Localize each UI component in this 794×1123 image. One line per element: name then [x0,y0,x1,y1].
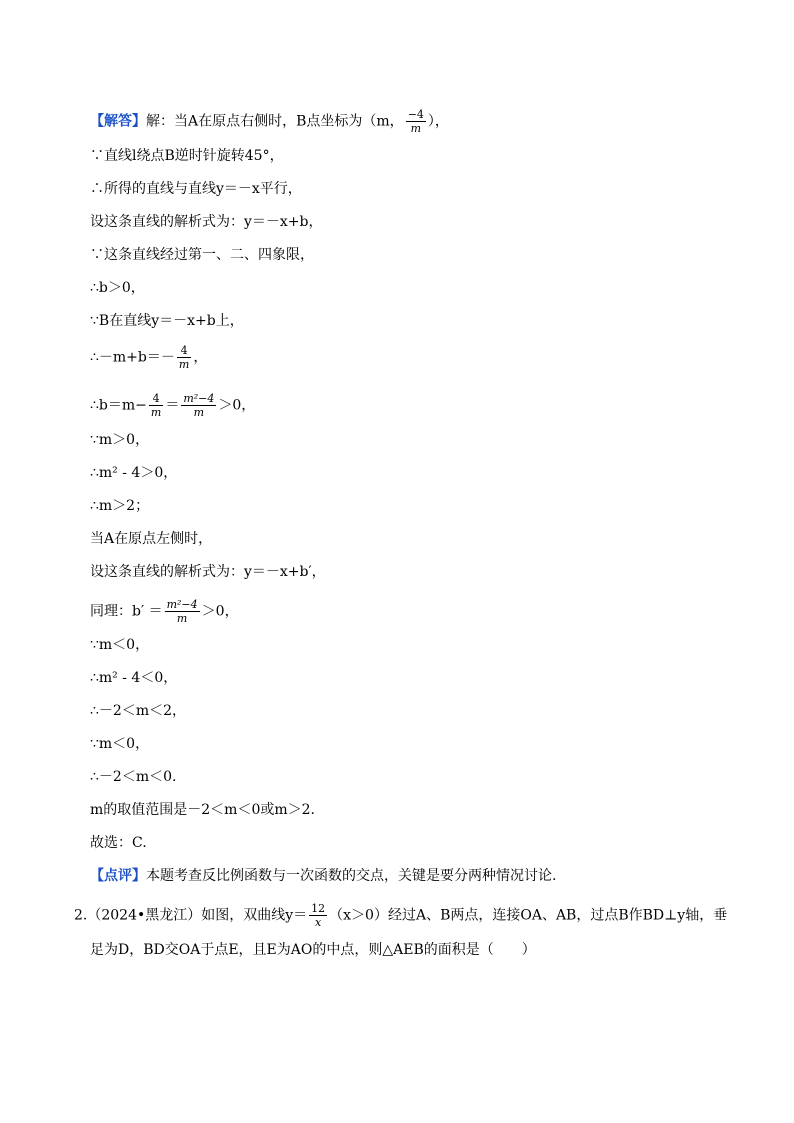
question-2-line-1: 2.（2024•黑龙江）如图，双曲线y＝ $\frac{12}{x}$ （x＞0）经过A、B两点，连接OA、AB，过点B作BD⊥y轴，垂 [74,902,728,929]
solution-line-9: ∴b＝m− $\frac{4}{m}$ ＝ $\frac{\text{m²−4}}{m}$ ＞0， [90,392,256,419]
fraction: $\frac{-4}{m}$ [407,108,424,135]
solution-line-20: ∴－2＜m＜0. [90,769,177,785]
solution-line-1: 【解答】解：当A在原点右侧时，B点坐标为（m， $\frac{-4}{m}$ ）， [90,108,449,135]
solution-line-22: 故选：C. [90,835,147,851]
fraction: $\frac{\text{m²−4}}{m}$ [166,598,198,625]
fraction: $\frac{\text{m²−4}}{m}$ [183,392,215,419]
solution-line-7: ∵B在直线y＝－x+b上， [90,313,244,329]
solution-line-16: ∵m＜0， [90,637,150,653]
solution-line-4: 设这条直线的解析式为：y＝－x+b， [90,214,323,230]
solution-line-14: 设这条直线的解析式为：y＝－x+b′， [90,564,326,580]
solution-line-2: ∵直线l绕点B逆时针旋转45°， [90,148,284,164]
fraction: $\frac{4}{m}$ [178,344,190,371]
fraction: $\frac{12}{x}$ [311,902,326,929]
solution-line-19: ∵m＜0， [90,736,150,752]
solution-line-15: 同理：b′ ＝ $\frac{\text{m²−4}}{m}$ ＞0， [90,598,239,625]
solution-line-13: 当A在原点左侧时， [90,531,213,547]
solution-line-5: ∵这条直线经过第一、二、四象限， [90,247,314,263]
solution-line-12: ∴m＞2； [90,498,150,514]
solution-line-17: ∴m² - 4＜0， [90,670,178,686]
solution-line-8: ∴－m+b＝－ $\frac{4}{m}$ ， [90,344,208,371]
solution-line-11: ∴m² - 4＞0， [90,465,178,481]
solution-line-10: ∵m＞0， [90,432,150,448]
fraction: $\frac{4}{m}$ [150,392,162,419]
comment-line: 【点评】本题考查反比例函数与一次函数的交点，关键是要分两种情况讨论. [90,868,557,884]
solution-line-6: ∴b＞0， [90,280,145,296]
comment-tag: 【点评】 [90,868,146,884]
solution-line-3: ∴所得的直线与直线y＝－x平行， [90,181,302,197]
solution-line-21: m的取值范围是－2＜m＜0或m＞2. [90,802,315,818]
solution-line-18: ∴－2＜m＜2， [90,703,186,719]
question-2-line-2: 足为D，BD交OA于点E，且E为AO的中点，则△AEB的面积是（ ） [90,942,536,958]
solution-tag: 【解答】 [90,113,146,130]
